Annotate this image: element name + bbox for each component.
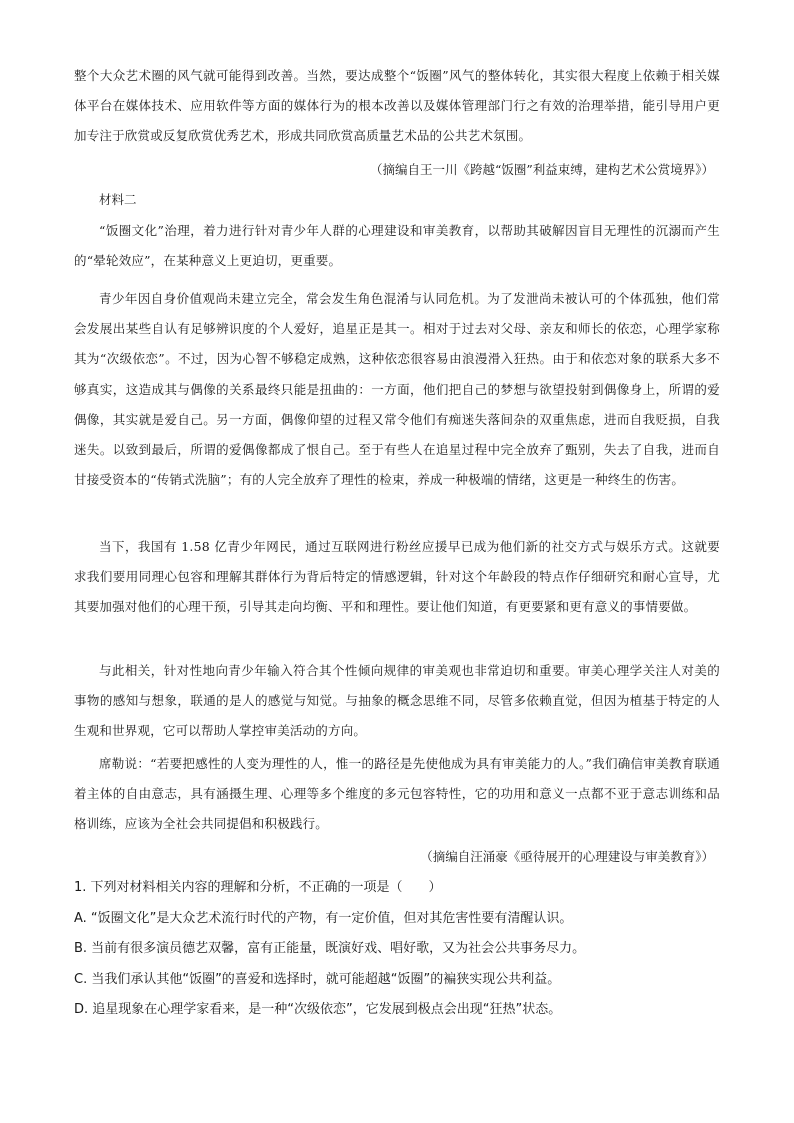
option-a: A. “饭圈文化”是大众艺术流行时代的产物，有一定价值，但对其危害性要有清醒认识。 bbox=[74, 910, 573, 926]
material1-tail-paragraph: 整个大众艺术圈的风气就可能得到改善。当然，要达成整个“饭圈”风气的整体转化，其实很大程度上依赖于相关媒体平台在媒体技术、应用软件等方面的媒体行为的根本改善以及媒体管理部门行之有效的治理举措，能引导用户更加专注于欣赏或反复欣赏优秀艺术，形成共同欣赏高质量艺术品的公共艺术氛围。 bbox=[74, 68, 720, 144]
option-b: B. 当前有很多演员德艺双馨，富有正能量，既演好戏、唱好歌，又为社会公共事务尽力。 bbox=[74, 941, 586, 956]
question-1 bbox=[74, 873, 724, 1026]
material1-source: （摘编自王一川《跨越“饭圈”利益束缚，建构艺术公赏境界》） bbox=[369, 162, 714, 177]
material2-paragraph-4: 与此相关，针对性地向青少年输入符合其个性倾向规律的审美观也非常迫切和重要。审美心理学关注人对美的事物的感知与想象，联通的是人的感觉与知觉。与抽象的概念思维不同，尽管多依赖直觉，但因为植基于特定的人生观和世界观，它可以帮助人掌控审美活动的方向。 bbox=[74, 663, 720, 739]
question-stem: 1. 下列对材料相关内容的理解和分析，不正确的一项是（ ） bbox=[74, 880, 442, 895]
material2-source: （摘编自汪涌豪《亟待展开的心理建设与审美教育》） bbox=[420, 849, 714, 864]
material2-paragraph-3: 当下，我国有 1.58 亿青少年网民，通过互联网进行粉丝应援早已成为他们新的社交方式与娱乐方式。这就要求我们要用同理心包容和理解其群体行为背后特定的情感逻辑，针对这个年龄段的特点作仔细研究和耐心宣导，尤其要加强对他们的心理干预，引导其走向均衡、平和和理性。要让他们知道，有更要紧和更有意义的事情要做。 bbox=[74, 539, 720, 615]
material2-paragraph-2: 青少年因自身价值观尚未建立完全，常会发生角色混淆与认同危机。为了发泄尚未被认可的个体孤独，他们常会发展出某些自认有足够辨识度的个人爱好，追星正是其一。相对于过去对父母、亲友和师长的依恋，心理学家称其为“次级依恋”。不过，因为心智不够稳定成熟，这种依恋很容易由浪漫滑入狂热。由于和依恋对象的联系大多不够真实，这造成其与偶像的关系最终只能是扭曲的：一方面，他们把自己的梦想与欲望投射到偶像身上，所谓的爱偶像，其实就是爱自己。另一方面，偶像仰望的过程又常令他们有痴迷失落间杂的双重焦虑，进而自我贬损，自我迷失。以致到最后，所谓的爱偶像都成了恨自己。至于有些人在追星过程中完全放弃了甄别，失去了自我，进而自甘接受资本的“传销式洗脑”；有的人完全放弃了理性的检束，养成一种极端的情绪，这更是一种终生的伤害。 bbox=[74, 291, 720, 488]
material2-paragraph-1: “饭圈文化”治理，着力进行针对青少年人群的心理建设和审美教育，以帮助其破解因盲目无理性的沉溺而产生的“晕轮效应”，在某种意义上更迫切，更重要。 bbox=[74, 223, 720, 269]
material2-label: 材料二 bbox=[99, 192, 137, 207]
option-d: D. 追星现象在心理学家看来，是一种“次级依恋”，它发展到极点会出现“狂热”状态。 bbox=[74, 1002, 562, 1017]
material2-paragraph-5: 席勒说：“若要把感性的人变为理性的人，惟一的路径是先使他成为具有审美能力的人。”我们确信审美教育联通着主体的自由意志，具有涵摄生理、心理等多个维度的多元包容特性，它的功用和意义一点都不亚于意志训练和品格训练，应该为全社会共同提倡和积极践行。 bbox=[74, 756, 720, 832]
option-c: C. 当我们承认其他“饭圈”的喜爱和选择时，就可能超越“饭圈”的褊狭实现公共利益。 bbox=[74, 971, 561, 987]
